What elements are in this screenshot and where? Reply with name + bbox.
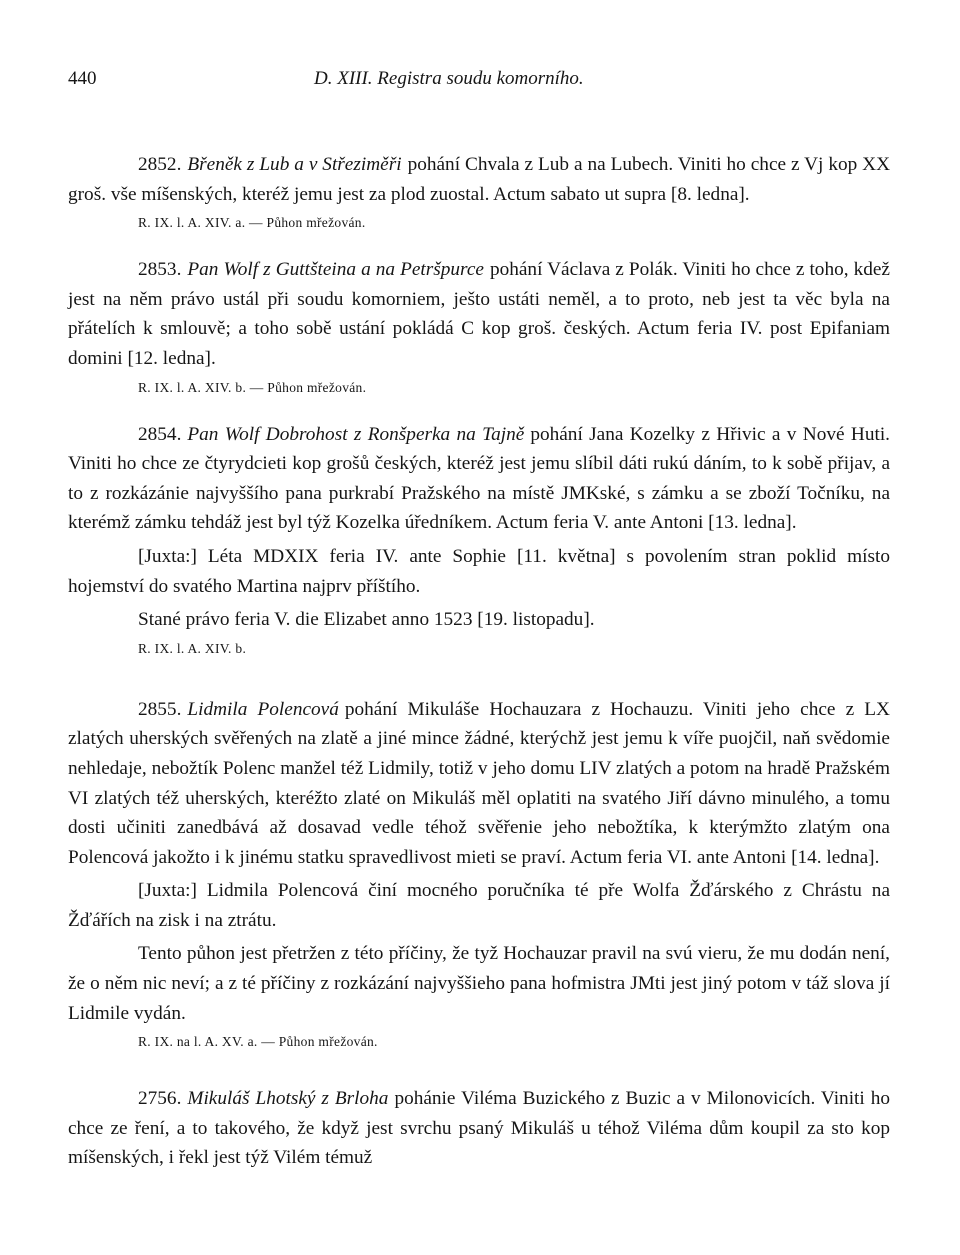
entry-parties: Lidmila Polencová — [187, 698, 339, 720]
entry-note: Tento půhon jest přetržen z této příčiny, že tyž Hochauzar pravil na svú vieru, že mu dodán není, že o něm nic neví; a z té příčiny z rozkázání najvyššieho pana hofmistra JMti jest jiný potom v táž slova jí Lidmile vydán. — [68, 943, 890, 1024]
entry-paragraph — [68, 420, 890, 538]
entry-text: pohánie Viléma Buzického z Buzic a v Milonovicích. Viniti ho chce ze ření, a to takového, že když jest svrchu psaný Mikuláš u téhož Viléma dům koupil za sto kop míšenských, i řekl jest týž Vilém témuž — [68, 1088, 891, 1169]
entry-number: 2855. — [138, 698, 182, 720]
entry-2852 — [68, 150, 890, 235]
entry-number: 2853. — [138, 259, 182, 281]
archival-reference: R. IX. na l. A. XV. a. — Půhon mřežován. — [138, 1034, 378, 1050]
entry-number: 2756. — [138, 1088, 182, 1110]
entry-number: 2854. — [138, 423, 182, 445]
running-title: D. XIII. Registra soudu komorního. — [314, 68, 584, 89]
entry-parties: Pan Wolf z Guttšteina a na Petršpurce — [187, 259, 484, 281]
entry-parties: Břeněk z Lub a v Střeziměři — [187, 154, 402, 175]
archival-reference: R. IX. l. A. XIV. a. — Půhon mřežován. — [138, 215, 366, 231]
entry-paragraph — [68, 1084, 890, 1173]
juxta-note: [Juxta:] Lidmila Polencová činí mocného poručníka té pře Wolfa Žďárského z Chrástu na Žďářích na zisk i na ztrátu. — [68, 880, 890, 931]
archival-reference: R. IX. l. A. XIV. b. — Půhon mřežován. — [138, 379, 367, 395]
entry-2854 — [68, 420, 890, 661]
entry-paragraph — [68, 150, 890, 209]
entry-text: pohání Mikuláše Hochauzara z Hochauzu. Viniti jeho chce z LX zlatých uherských svěřených na zlatě a jiné mince žádné, kterýchž jest jemu k víře puojčil, naň svědomie nehledaje, nebožtík Polenc manžel též Lidmily, totiž v jeho domu LIV zlatých a potom na hradě Pražském VI zlatých též uherských, kteréžto zlaté on Mikuláš měl oplatiti na svatého Jiří dávno minulého, a tomu dosti učiniti zanedbává až dosavad vedle téhož svěřenie jeho nebožtíka, k kterýmžto zlatým ona Polencová jakožto i k jinému statku spravedlivost mieti se praví. Actum feria VI. ante Antoni [14. ledna]. — [68, 698, 890, 868]
entry-paragraph — [68, 695, 890, 873]
entry-2853 — [68, 255, 890, 399]
running-head — [68, 68, 890, 104]
entry-parties: Pan Wolf Dobrohost z Ronšperka na Tajně — [187, 423, 525, 445]
page-number: 440 — [68, 68, 97, 89]
entry-parties: Mikuláš Lhotský z Brloha — [187, 1088, 389, 1110]
entry-text: pohání Václava z Polák. Viniti ho chce z toho, kdež jest na něm právo ustál při soudu komorniem, ješto ustáti neměl, a to proto, neb jest ta věc byla na přátelích k smlouvě; a toho sobě ustání pokládá C kop groš. českých. Actum feria IV. post Epifaniam domini [12. ledna]. — [68, 259, 890, 369]
entry-paragraph — [68, 255, 890, 373]
entry-2855 — [68, 695, 890, 1055]
juxta-note: [Juxta:] Léta MDXIX feria IV. ante Sophie [11. května] s povolením stran poklid místo hojemství do svatého Martina najprv příštího. — [68, 545, 890, 597]
entry-note: Stané právo feria V. die Elizabet anno 1523 [19. listopadu]. — [138, 609, 595, 631]
entry-number: 2852. — [138, 154, 182, 175]
entry-text: pohání Jana Kozelky z Hřivic a v Nové Huti. Viniti ho chce ze čtyrydcieti kop grošů českých, kteréž jest jemu slíbil dáti rukú dáním, to k sobě přijav, a to z rozkázánie najvyššího pana purkrabí Pražského na místě JMKské, s zámku a se zboží Točníku, na kterémž zámku tehdáž jest byl týž Kozelka úředníkem. Actum feria V. ante Antoni [13. ledna]. — [68, 423, 890, 534]
entry-2756 — [68, 1084, 890, 1173]
archival-reference: R. IX. l. A. XIV. b. — [138, 640, 247, 656]
entry-text: pohání Chvala z Lub a na Lubech. Viniti ho chce z Vj kop XX groš. vše míšenských, kteréž jemu jest za plod zuostal. Actum sabato ut supra [8. ledna]. — [68, 154, 891, 205]
